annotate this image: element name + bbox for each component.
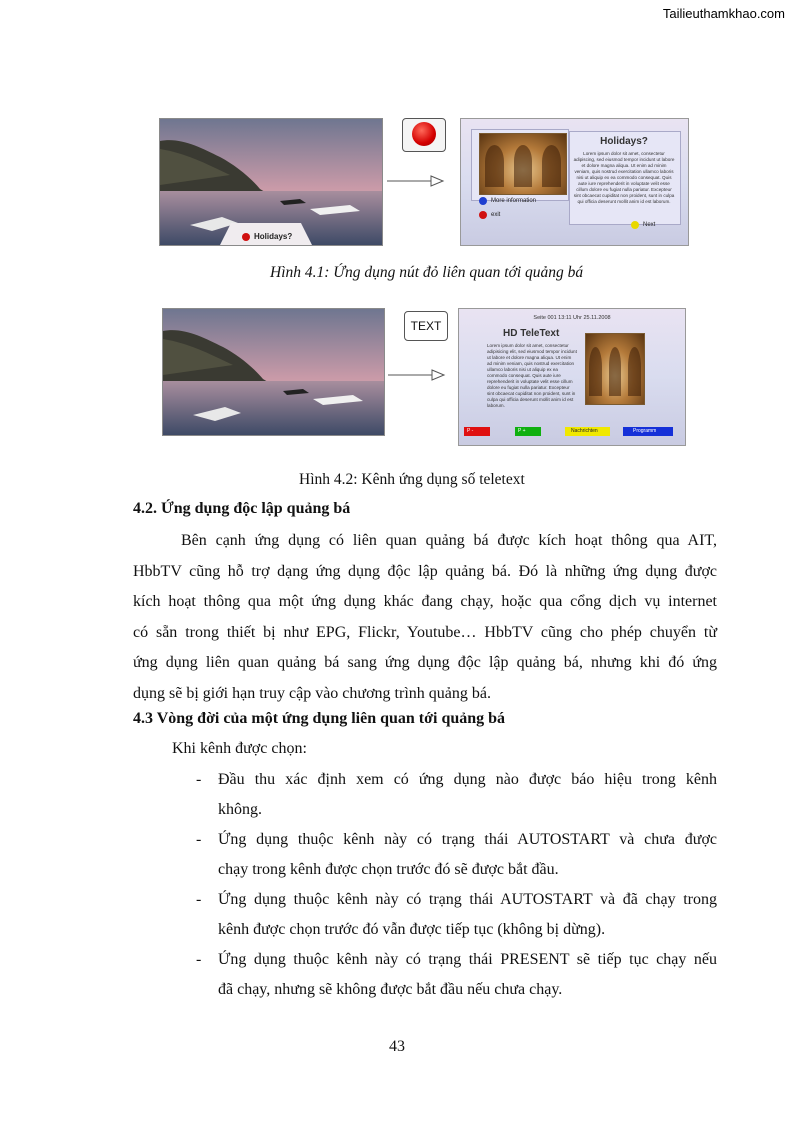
arrow-right-icon <box>387 175 445 187</box>
paragraph-line: kích hoạt thông qua một ứng dụng khác đang chạy, hoặc qua cổng dịch vụ internet <box>133 593 717 610</box>
seascape-image <box>159 118 383 246</box>
text-key-button: TEXT <box>404 311 448 341</box>
option-next[interactable]: Next <box>631 221 655 229</box>
yellow-button-icon <box>631 221 639 229</box>
blue-button-icon <box>479 197 487 205</box>
list-item-line: Ứng dụng thuộc kênh này có trạng thái AUTOSTART và chưa được <box>218 831 717 848</box>
holidays-overlay-label: Holidays? <box>254 232 293 241</box>
figure-4-1-caption: Hình 4.1: Ứng dụng nút đỏ liên quan tới quảng bá <box>270 264 584 281</box>
bullet-marker: - <box>196 891 202 908</box>
section-4-3-heading: 4.3 Vòng đời của một ứng dụng liên quan tới quảng bá <box>133 710 506 727</box>
paragraph-line: ứng dụng liên quan quảng bá sang ứng dụng độc lập quảng bá, nhưng khi đó ứng <box>133 654 717 671</box>
red-circle-icon <box>412 122 436 146</box>
list-item-line: không. <box>218 801 262 818</box>
list-item-line: Ứng dụng thuộc kênh này có trạng thái PRESENT sẽ tiếp tục chạy nếu <box>218 951 717 968</box>
bullet-marker: - <box>196 831 202 848</box>
red-button-icon <box>479 211 487 219</box>
arches-photo <box>479 133 567 195</box>
holidays-app-panel <box>460 118 689 246</box>
paragraph-line: Bên cạnh ứng dụng có liên quan quảng bá được kích hoạt thông qua AIT, <box>181 532 717 549</box>
paragraph-line: có sẵn trong thiết bị như EPG, Flickr, Youtube… HbbTV cũng cho phép chuyển từ <box>133 623 717 641</box>
teletext-title: HD TeleText <box>503 328 560 339</box>
seascape-image <box>162 308 385 436</box>
panel-title: Holidays? <box>600 136 648 147</box>
option-more-information[interactable]: More information <box>479 197 536 205</box>
list-item-line: chạy trong kênh được chọn trước đó sẽ được bắt đầu. <box>218 861 559 878</box>
red-button-key <box>402 118 446 152</box>
section-4-2-heading: 4.2. Ứng dụng độc lập quảng bá <box>133 500 351 517</box>
list-item-line: đã chạy, nhưng sẽ không được bắt đầu nếu chưa chạy. <box>218 981 563 998</box>
teletext-panel <box>458 308 686 446</box>
list-item-line: Ứng dụng thuộc kênh này có trạng thái AUTOSTART và đã chạy trong <box>218 891 717 908</box>
teletext-header: Seite 001 13:11 Uhr 25.11.2008 <box>533 315 611 321</box>
page-number: 43 <box>389 1038 405 1055</box>
arrow-right-icon <box>388 369 446 381</box>
watermark: Tailieuthamkhao.com <box>662 6 785 21</box>
bullet-marker: - <box>196 951 202 968</box>
red-button-icon <box>242 233 250 241</box>
panel-body-text: Lorem ipsum dolor sit amet, consectetur adipiscing, sed eiusmod tempor incidunt ut labore et dolore magna aliqua. Ut enim ad minim veniam, quis nostrud exercitation ullamco laboris nisi ut aliquip ex ea commodo consequat. Quis aute iure reprehenderit in voluptate velit esse cillum dolore eu fugiat nulla pariatur. Excepteur sint obcaecat cupiditat non proident, sunt in culpa qui officia deserunt mollit anim id est laborum. <box>573 151 675 204</box>
bullet-marker: - <box>196 771 202 788</box>
teletext-button-p-minus[interactable]: P - <box>464 427 490 436</box>
paragraph-line: HbbTV cũng hỗ trợ dạng ứng dụng độc lập quảng bá. Đó là những ứng dụng được <box>133 562 717 580</box>
arches-photo <box>585 333 645 405</box>
option-exit[interactable]: exit <box>479 211 500 219</box>
figure-4-2-caption: Hình 4.2: Kênh ứng dụng số teletext <box>299 471 525 488</box>
section-4-2-paragraph <box>133 526 717 709</box>
section-4-3-intro: Khi kênh được chọn: <box>172 740 307 757</box>
teletext-button-nachrichten[interactable]: Nachrichten <box>565 427 610 436</box>
list-item-line: Đầu thu xác định xem có ứng dụng nào được báo hiệu trong kênh <box>218 771 717 788</box>
teletext-button-programm[interactable]: Programm <box>623 427 673 436</box>
teletext-button-p-plus[interactable]: P + <box>515 427 541 436</box>
paragraph-line: dụng sẽ bị giới hạn truy cập vào chương trình quảng bá. <box>133 684 491 702</box>
teletext-body-text: Lorem ipsum dolor sit amet, consectetur adipisicing elit, sed eiusmod tempor incidunt ut labore et dolore magna aliqua. Ut enim ad minim veniam, quis nostrud exercitation ullamco laboris nisi ut aliquip ex ea commodo consequat. Quis aute iure reprehenderit in voluptate velit esse cillum dolore eu fugiat nulla pariatur. Excepteur sint obcaecat cupiditat non proident, sunt in culpa qui officia deserunt mollit anim id est laborum. <box>487 343 577 408</box>
list-item-line: kênh được chọn trước đó vẫn được tiếp tục (không bị dừng). <box>218 921 606 938</box>
